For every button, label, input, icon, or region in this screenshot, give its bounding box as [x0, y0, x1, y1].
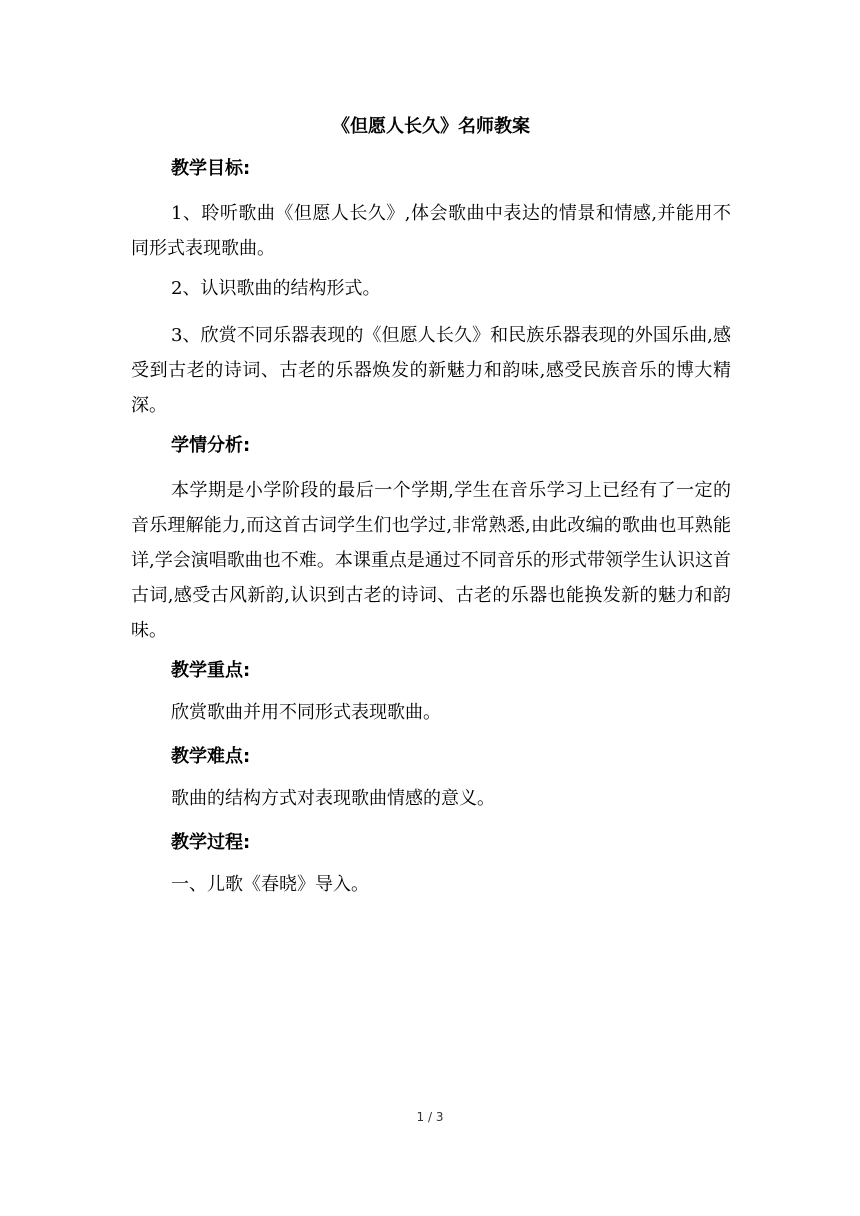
process-heading: 教学过程:: [171, 832, 251, 853]
difficulty-text: 歌曲的结构方式对表现歌曲情感的意义。: [171, 788, 495, 809]
process-step-1: 一、儿歌《春晓》导入。: [171, 874, 369, 895]
key-points-text: 欣赏歌曲并用不同形式表现歌曲。: [171, 702, 441, 723]
key-points-heading: 教学重点:: [171, 660, 251, 681]
page-number: 1 / 3: [416, 1110, 444, 1124]
analysis-paragraph: 本学期是小学阶段的最后一个学期,学生在音乐学习上已经有了一定的音乐理解能力,而这首古词学生们也学过,非常熟悉,由此改编的歌曲也耳熟能详,学会演唱歌曲也不难。本课重点是通过不同音乐的形式带领学生认识这首古词,感受古风新韵,认识到古老的诗词、古老的乐器也能换发新的魅力和韵味。: [131, 480, 731, 641]
difficulty-heading: 教学难点:: [171, 746, 251, 767]
goal-item-1: 1、聆听歌曲《但愿人长久》,体会歌曲中表达的情景和情感,并能用不同形式表现歌曲。: [131, 203, 731, 259]
document-title: 《但愿人长久》名师教案: [332, 116, 530, 137]
analysis-heading: 学情分析:: [171, 435, 251, 456]
goal-item-3: 3、欣赏不同乐器表现的《但愿人长久》和民族乐器表现的外国乐曲,感受到古老的诗词、古老的乐器焕发的新魅力和韵味,感受民族音乐的博大精深。: [131, 325, 731, 416]
document-body: [131, 112, 731, 914]
goal-item-2: 2、认识歌曲的结构形式。: [171, 278, 381, 299]
goals-heading: 教学目标:: [171, 158, 251, 179]
